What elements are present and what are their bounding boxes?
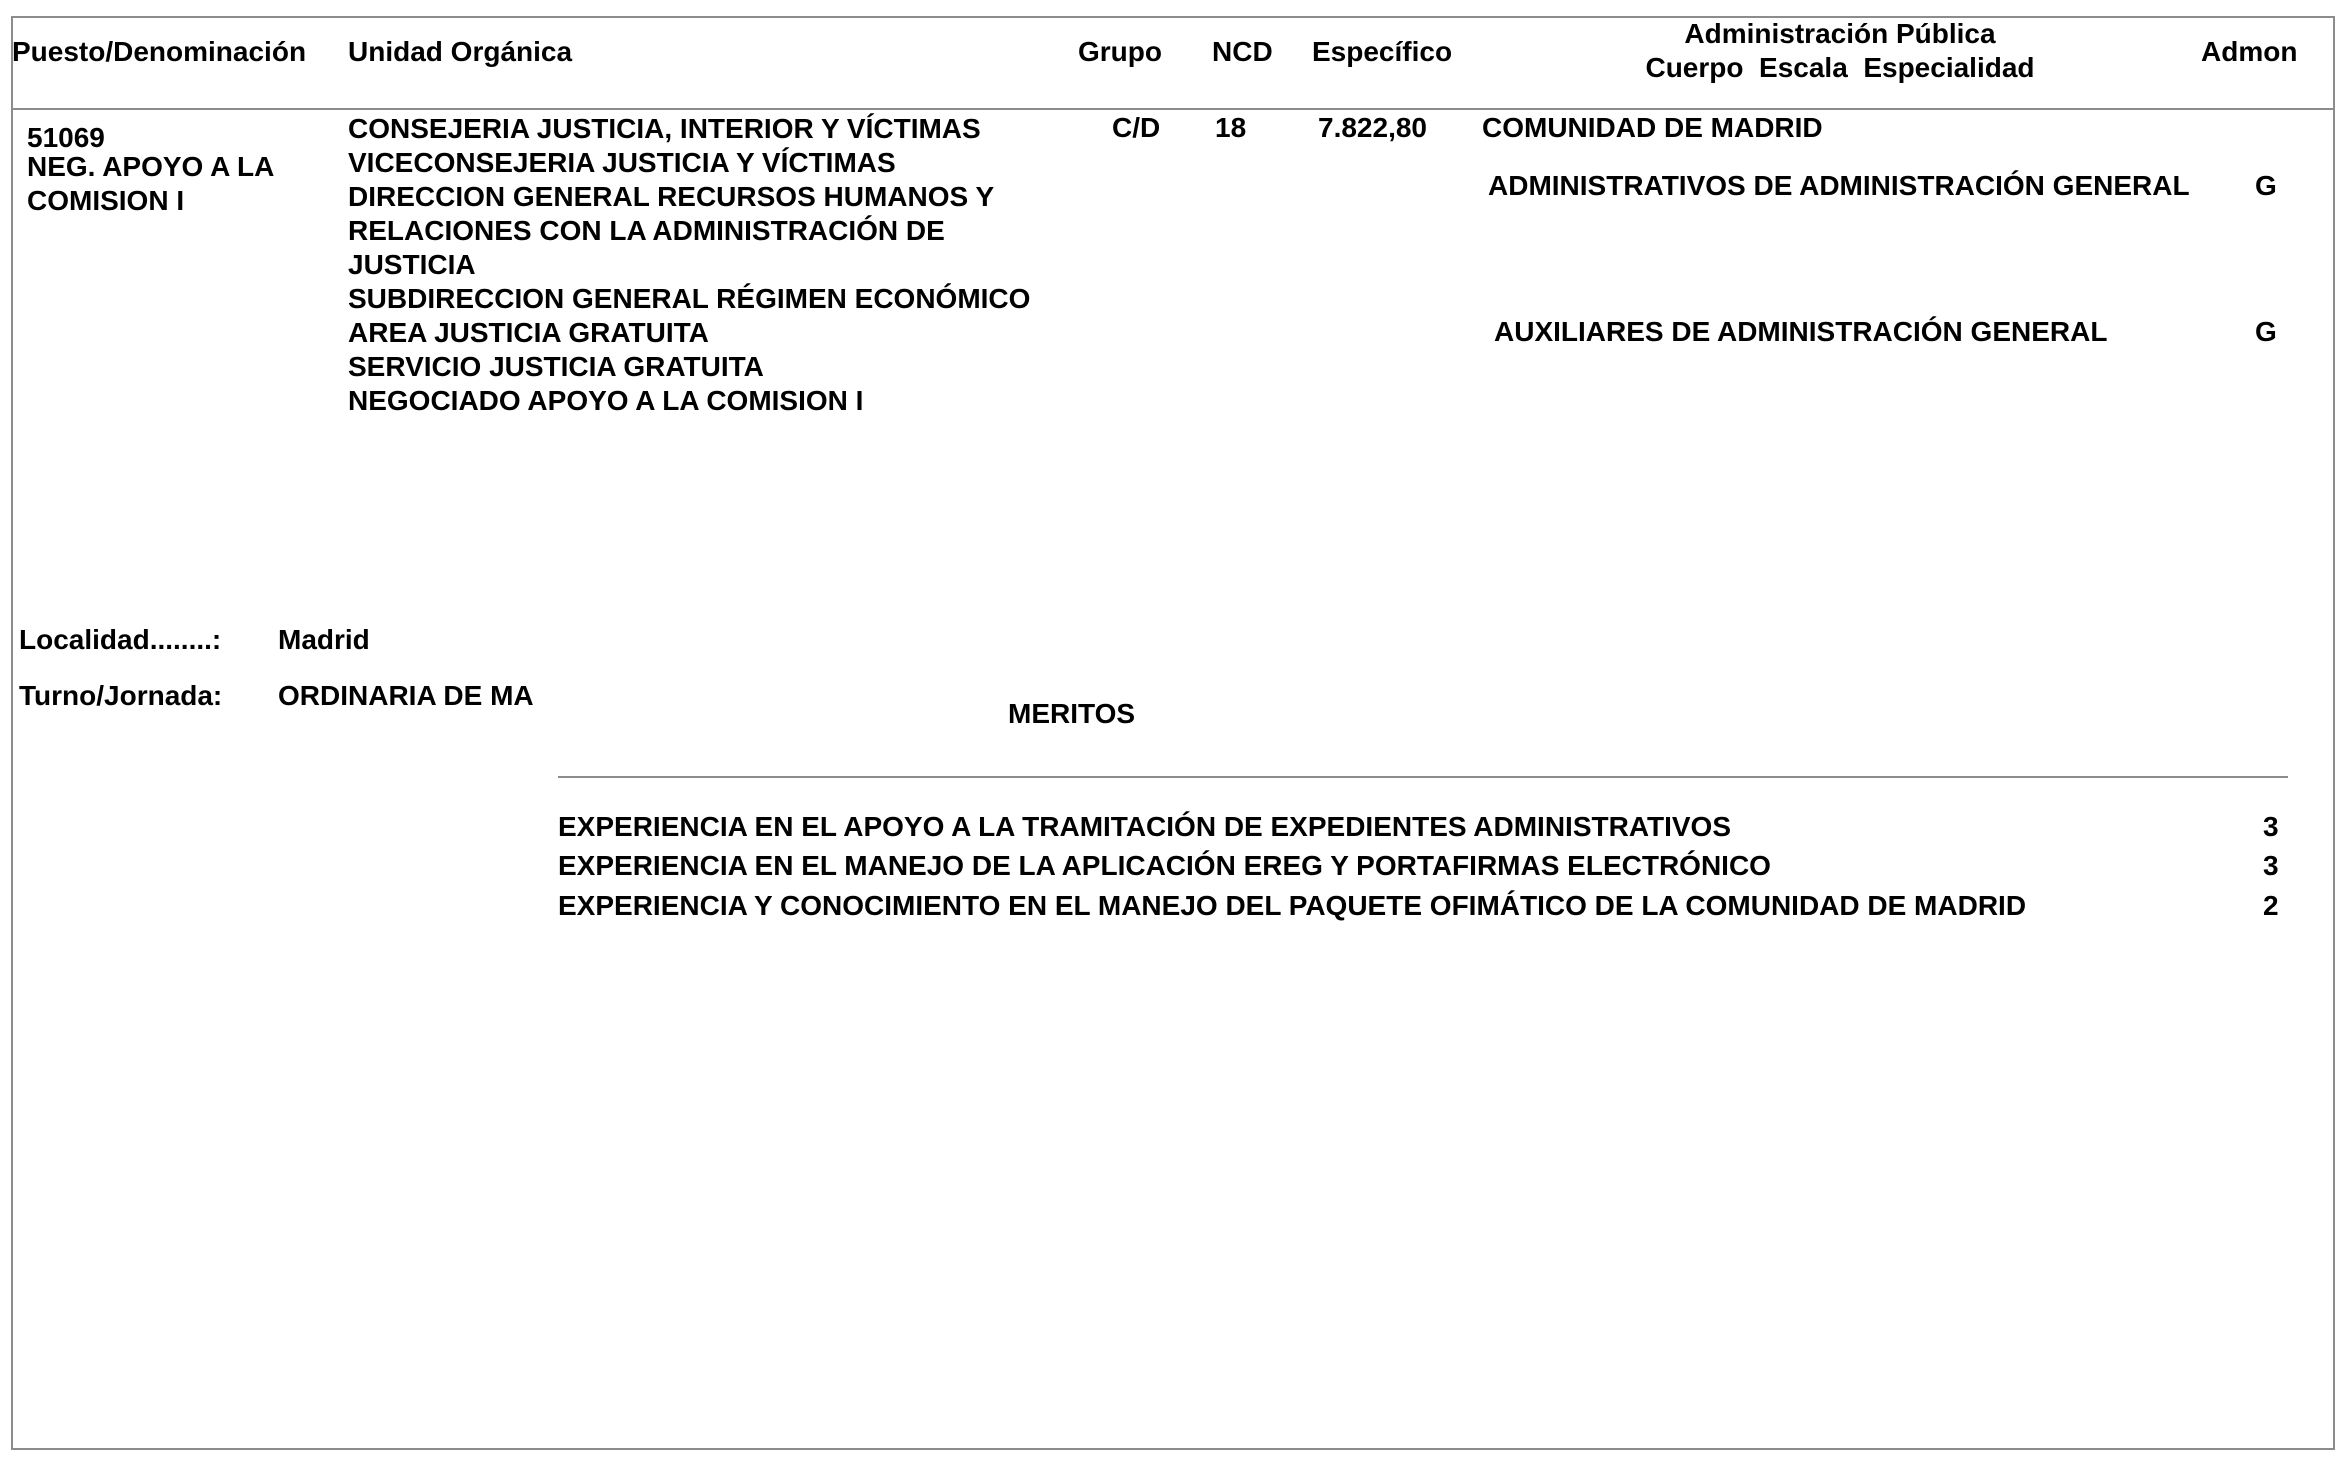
cuerpo-name: AUXILIARES DE ADMINISTRACIÓN GENERAL [1494, 316, 2108, 347]
merito-points: 3 [2263, 850, 2279, 881]
unidad-line: JUSTICIA [348, 249, 476, 280]
merito-text: EXPERIENCIA EN EL APOYO A LA TRAMITACIÓN DE EXPEDIENTES ADMINISTRATIVOS [558, 811, 1731, 842]
header-admin-publica: Administración Pública [1684, 18, 1996, 49]
unidad-line: RELACIONES CON LA ADMINISTRACIÓN DE [348, 215, 945, 246]
denominacion-line: NEG. APOYO A LA [27, 151, 275, 182]
header-grupo: Grupo [1078, 36, 1162, 67]
header-divider [11, 108, 2335, 110]
denominacion-line: COMISION I [27, 185, 185, 216]
turno-value: ORDINARIA DE MA [278, 680, 534, 711]
meritos-title: MERITOS [1008, 698, 1136, 729]
merito-points: 2 [2263, 890, 2279, 921]
puesto-denominacion [27, 150, 274, 218]
merito-points: 3 [2263, 811, 2279, 842]
turno-label: Turno/Jornada: [19, 680, 223, 711]
header-especifico: Específico [1312, 36, 1453, 67]
unidad-line: DIRECCION GENERAL RECURSOS HUMANOS Y [348, 181, 995, 212]
header-unidad: Unidad Orgánica [348, 36, 573, 67]
unidad-line: VICECONSEJERIA JUSTICIA Y VÍCTIMAS [348, 147, 896, 178]
merito-text: EXPERIENCIA EN EL MANEJO DE LA APLICACIÓN EREG Y PORTAFIRMAS ELECTRÓNICO [558, 850, 1771, 881]
meritos-divider [558, 776, 2288, 778]
header-cuerpo-escala: Cuerpo Escala Especialidad [1645, 52, 2035, 83]
header-admon: Admon [2201, 36, 2298, 67]
unidad-organica [348, 112, 1030, 418]
header-puesto: Puesto/Denominación [12, 36, 307, 67]
unidad-line: SERVICIO JUSTICIA GRATUITA [348, 351, 764, 382]
localidad-value: Madrid [278, 624, 370, 655]
puesto-codigo: 51069 [27, 122, 105, 153]
unidad-line: AREA JUSTICIA GRATUITA [348, 317, 709, 348]
especifico-value: 7.822,80 [1318, 112, 1427, 143]
ncd-value: 18 [1215, 112, 1247, 143]
cuerpo-admon: G [2255, 316, 2277, 347]
cuerpo-admon: G [2255, 170, 2277, 201]
header-ncd: NCD [1212, 36, 1273, 67]
administracion-value: COMUNIDAD DE MADRID [1482, 112, 1823, 143]
unidad-line: CONSEJERIA JUSTICIA, INTERIOR Y VÍCTIMAS [348, 113, 981, 144]
grupo-value: C/D [1112, 112, 1161, 143]
unidad-line: NEGOCIADO APOYO A LA COMISION I [348, 385, 864, 416]
merito-text: EXPERIENCIA Y CONOCIMIENTO EN EL MANEJO DEL PAQUETE OFIMÁTICO DE LA COMUNIDAD DE MADRID [558, 890, 2027, 921]
cuerpo-name: ADMINISTRATIVOS DE ADMINISTRACIÓN GENERAL [1488, 170, 2190, 201]
localidad-label: Localidad........: [19, 624, 222, 655]
unidad-line: SUBDIRECCION GENERAL RÉGIMEN ECONÓMICO [348, 283, 1031, 314]
